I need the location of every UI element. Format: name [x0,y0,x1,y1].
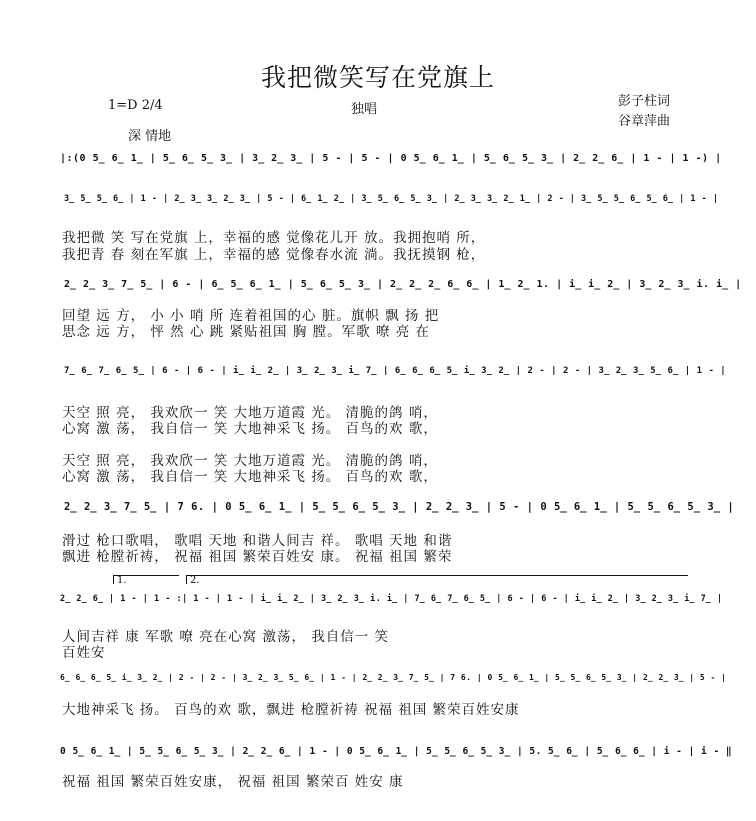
lyric-row-6-line-1: 人间吉祥 康 军歌 嘹 亮在心窝 激荡， 我自信一 笑 [62,629,390,645]
notation-row-4: 7̲ 6̲ 7̲ 6̲ 5̲ | 6 - | 6 - | i̲ i̲ 2̲ | 3̲ 2̲ 3̲ i̲ 7̲ | 6̲ 6̲ 6̲ 5̲ i̲ 3̲ 2̲ | 2 - | 2 - | 3̲ 2̲ 3̲ 5̲ 6̲ | 1 - | [64,366,727,376]
lyric-row-4-verse-4: 心窝 激 荡， 我自信一 笑 大地神采飞 扬。 百鸟的欢 歌， [62,469,438,485]
lyric-row-5-verse-2: 飘进 枪膛祈祷， 祝福 祖国 繁荣百姓安 康。 祝福 祖国 繁荣 [62,549,453,565]
lyricist-credit: 彭子柱词 [618,94,671,109]
composer-credit: 谷章萍曲 [618,114,671,129]
performance-type: 独唱 [351,102,378,117]
lyric-row-4-verse-1: 天空 照 亮， 我欢欣一 笑 大地万道霞 光。 清脆的鸽 哨， [62,405,438,421]
second-ending-bracket: 2. [186,575,688,584]
lyric-row-4-verse-2: 心窝 激 荡， 我自信一 笑 大地神采飞 扬。 百鸟的欢 歌， [62,421,438,437]
notation-row-7: 6̲ 6̲ 6̲ 5̲ i̲ 3̲ 2̲ | 2 - | 2 - | 3̲ 2̲ 3̲ 5̲ 6̲ | 1 - | 2̲ 2̲ 3̲ 7̲ 5̲ | 7 6. | 0 5̲ 6̲ 1̲ | 5̲ 5̲ 6̲ 5̲ 3̲ | 2̲ 2̲ 3̲ | 5 - | [60,673,727,682]
song-title: 我把微笑写在党旗上 [260,63,495,92]
key-and-time-signature: 1=D 2/4 [108,98,163,113]
lyric-row-5-verse-1: 滑过 枪口歌唱， 歌唱 天地 和谐人间吉 祥。 歌唱 天地 和谐 [62,533,453,549]
notation-row-5: 2̲ 2̲ 3̲ 7̲ 5̲ | 7 6. | 0 5̲ 6̲ 1̲ | 5̲ 5̲ 6̲ 5̲ 3̲ | 2̲ 2̲ 3̲ | 5 - | 0 5̲ 6̲ 1̲ | 5̲ 5̲ 6̲ 5̲ 3̲ | [64,501,735,513]
lyric-row-2-verse-1: 我把微 笑 写在党旗 上，幸福的感 觉像花儿开 放。我拥抱哨 所， [62,230,486,246]
notation-row-6: 2̲ 2̲ 6̲ | 1 - | 1 - :| 1 - | 1 - | i̲ i̲ 2̲ | 3̲ 2̲ 3̲ i. i̲ | 7̲ 6̲ 7̲ 6̲ 5̲ | 6 - | 6 - | i̲ i̲ 2̲ | 3̲ 2̲ 3̲ i̲ 7̲ | [60,594,723,604]
first-ending-bracket: 1. [113,575,179,584]
lyric-row-2-verse-2: 我把青 春 刻在军旗 上，幸福的感 觉像春水流 淌。我抚摸钢 枪， [62,247,486,263]
notation-row-1: |:(0 5̲ 6̲ 1̲ | 5̲ 6̲ 5̲ 3̲ | 3̲ 2̲ 3̲ | 5 - | 5 - | 0 5̲ 6̲ 1̲ | 5̲ 6̲ 5̲ 3̲ | 2̲ 2̲ 6̲ | 1 - | 1 -) | [60,153,722,164]
notation-row-8: 0 5̲ 6̲ 1̲ | 5̲ 5̲ 6̲ 5̲ 3̲ | 2̲ 2̲ 6̲ | 1 - | 0 5̲ 6̲ 1̲ | 5̲ 5̲ 6̲ 5̲ 3̲ | 5. 5̲ 6̲ | 5̲ 6̲ 6̲ | i - | i - ‖ [60,746,733,757]
notation-row-3: 2̲ 2̲ 3̲ 7̲ 5̲ | 6 - | 6̲ 5̲ 6̲ 1̲ | 5̲ 6̲ 5̲ 3̲ | 2̲ 2̲ 2̲ 6̲ 6̲ | 1̲ 2̲ 1. | i̲ i̲ 2̲ | 3̲ 2̲ 3̲ i. i̲ | [64,279,742,290]
lyric-row-4-verse-3: 天空 照 亮， 我欢欣一 笑 大地万道霞 光。 清脆的鸽 哨， [62,453,438,469]
lyric-row-8: 祝福 祖国 繁荣百姓安康， 祝福 祖国 繁荣百 姓安 康 [62,774,404,790]
expression-marking: 深 情地 [128,129,172,144]
lyric-row-3-verse-2: 思念 远 方， 怦 然 心 跳 紧贴祖国 胸 膛。军歌 嘹 亮 在 [62,324,430,340]
notation-row-2: 3̲ 5̲ 5̲ 6̲ | 1 - | 2̲ 3̲ 3̲ 2̲ 3̲ | 5 - | 6̲ 1̲ 2̲ | 3̲ 5̲ 6̲ 5̲ 3̲ | 2̲ 3̲ 3̲ 2̲ 1̲ | 2 - | 3̲ 5̲ 5̲ 6̲ 5̲ 6̲ | 1 - | [64,194,719,204]
lyric-row-6-line-2: 百姓安 [62,645,106,661]
lyric-row-7: 大地神采飞 扬。 百鸟的欢 歌，飘进 枪膛祈祷 祝福 祖国 繁荣百姓安康 [62,702,520,718]
lyric-row-3-verse-1: 回望 远 方， 小 小 哨 所 连着祖国的心 脏。旗帜 飘 扬 把 [62,308,440,324]
